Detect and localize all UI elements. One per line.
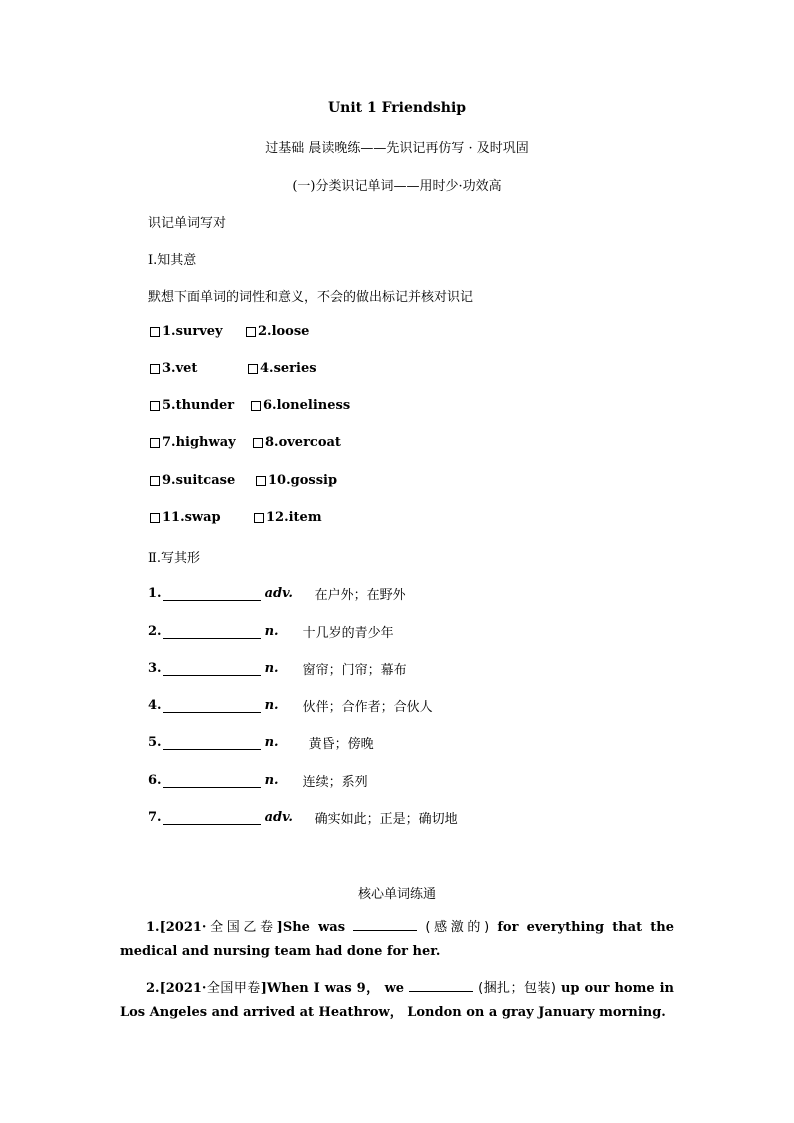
word-item: 8.overcoat [253, 435, 341, 450]
fill-item: 4. n. 伙伴；合作者；合伙人 [148, 698, 433, 715]
checkbox[interactable] [150, 513, 160, 523]
word-item: 6.loneliness [251, 398, 350, 413]
answer-blank[interactable] [163, 586, 261, 601]
answer-blank[interactable] [409, 979, 473, 992]
checkbox[interactable] [251, 401, 261, 411]
part2-heading: Ⅱ.写其形 [148, 551, 200, 566]
word-item: 4.series [248, 361, 317, 376]
word-item: 3.vet [150, 361, 197, 376]
section-heading: (一)分类识记单词——用时少·功效高 [292, 179, 502, 194]
word-item: 9.suitcase [150, 473, 235, 488]
exercise-1: 1.[2021·全国乙卷]She was (感激的) for everything that the medical and nursing team had done for her. [120, 920, 674, 959]
answer-blank[interactable] [163, 735, 261, 750]
checkbox[interactable] [150, 476, 160, 486]
checkbox[interactable] [150, 364, 160, 374]
answer-blank[interactable] [353, 918, 417, 931]
word-item: 12.item [254, 510, 322, 525]
checkbox[interactable] [150, 401, 160, 411]
word-item: 11.swap [150, 510, 221, 525]
checkbox[interactable] [254, 513, 264, 523]
answer-blank[interactable] [163, 624, 261, 639]
word-item: 2.loose [246, 324, 309, 339]
checkbox[interactable] [253, 438, 263, 448]
identify-label: 识记单词写对 [148, 216, 227, 231]
word-item: 5.thunder [150, 398, 234, 413]
answer-blank[interactable] [163, 661, 261, 676]
word-item: 7.highway [150, 435, 236, 450]
exercise-2: 2.[2021·全国甲卷]When I was 9， we (捆扎；包装) up our home in Los Angeles and arrived at Heathrow， London on a gray January morning. [120, 981, 674, 1020]
unit-title: Unit 1 Friendship [327, 100, 467, 116]
word-item: 1.survey [150, 324, 223, 339]
answer-blank[interactable] [163, 773, 261, 788]
part1-instruction: 默想下面单词的词性和意义，不会的做出标记并核对识记 [148, 290, 474, 305]
fill-item: 1. adv. 在户外；在野外 [148, 586, 406, 603]
checkbox[interactable] [246, 327, 256, 337]
checkbox[interactable] [256, 476, 266, 486]
fill-item: 5. n. 黄昏；傍晚 [148, 735, 374, 752]
part1-heading: Ⅰ.知其意 [148, 253, 197, 268]
checkbox[interactable] [150, 438, 160, 448]
core-heading: 核心单词练通 [357, 887, 436, 902]
fill-item: 6. n. 连续；系列 [148, 773, 368, 790]
checkbox[interactable] [248, 364, 258, 374]
checkbox[interactable] [150, 327, 160, 337]
fill-item: 7. adv. 确实如此；正是；确切地 [148, 810, 458, 827]
fill-item: 3. n. 窗帘；门帘；幕布 [148, 661, 407, 678]
answer-blank[interactable] [163, 698, 261, 713]
fill-item: 2. n. 十几岁的青少年 [148, 624, 394, 641]
subtitle: 过基础 晨读晚练——先识记再仿写 · 及时巩固 [265, 141, 529, 156]
word-item: 10.gossip [256, 473, 337, 488]
answer-blank[interactable] [163, 810, 261, 825]
